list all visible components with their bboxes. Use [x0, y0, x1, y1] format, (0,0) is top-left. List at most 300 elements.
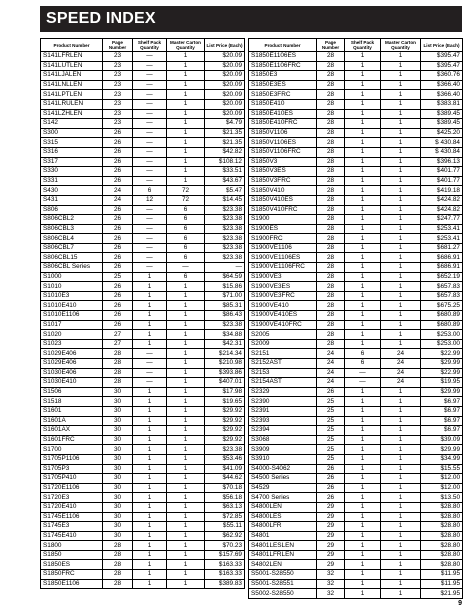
price-cell: $108.12: [205, 157, 245, 167]
shelf-qty-cell: 1: [133, 550, 167, 560]
product-cell: S1745E1106: [41, 512, 103, 522]
page-cell: 28: [317, 205, 345, 215]
shelf-qty-cell: 1: [345, 90, 381, 100]
product-cell: S1850E3: [249, 71, 317, 81]
page-cell: 28: [317, 282, 345, 292]
master-qty-cell: 6: [167, 243, 205, 253]
price-cell: $675.25: [421, 301, 463, 311]
shelf-qty-cell: —: [133, 359, 167, 369]
shelf-qty-cell: —: [133, 378, 167, 388]
shelf-qty-cell: —: [133, 167, 167, 177]
page-cell: 28: [317, 167, 345, 177]
price-cell: $21.95: [421, 589, 463, 599]
master-qty-cell: 1: [381, 157, 421, 167]
table-row: [249, 282, 463, 292]
shelf-qty-cell: —: [133, 61, 167, 71]
page-cell: 23: [103, 80, 133, 90]
shelf-qty-cell: 1: [345, 445, 381, 455]
shelf-qty-cell: 6: [345, 359, 381, 369]
page-cell: 30: [103, 483, 133, 493]
page-cell: 32: [317, 589, 345, 599]
page-cell: 29: [317, 512, 345, 522]
page-cell: 26: [103, 147, 133, 157]
header-product: Product Number: [249, 39, 317, 52]
page-cell: 29: [317, 560, 345, 570]
page-cell: 28: [103, 570, 133, 580]
price-cell: $20.09: [205, 90, 245, 100]
master-qty-cell: 1: [381, 71, 421, 81]
table-row: [249, 138, 463, 148]
page-cell: 26: [317, 493, 345, 503]
product-cell: S1850: [41, 550, 103, 560]
shelf-qty-cell: 1: [345, 291, 381, 301]
page-cell: 28: [317, 253, 345, 263]
table-row: [249, 186, 463, 196]
master-qty-cell: 1: [167, 119, 205, 129]
price-cell: $680.89: [421, 320, 463, 330]
table-row: [41, 119, 245, 129]
master-qty-cell: 1: [381, 52, 421, 62]
table-row: [249, 589, 463, 599]
table-row: [41, 311, 245, 321]
page-cell: 28: [317, 243, 345, 253]
shelf-qty-cell: —: [345, 368, 381, 378]
table-row: [249, 147, 463, 157]
master-qty-cell: 1: [381, 541, 421, 551]
price-cell: $11.95: [421, 579, 463, 589]
master-qty-cell: 1: [381, 291, 421, 301]
page-cell: 26: [103, 215, 133, 225]
page-cell: 29: [317, 502, 345, 512]
table-row: [41, 378, 245, 388]
page-cell: 28: [317, 320, 345, 330]
master-qty-cell: 6: [167, 215, 205, 225]
page-cell: 28: [317, 272, 345, 282]
table-row: [41, 138, 245, 148]
table-row: [41, 80, 245, 90]
product-cell: S1900VE1106ES: [249, 253, 317, 263]
price-cell: $23.38: [205, 445, 245, 455]
shelf-qty-cell: 1: [133, 435, 167, 445]
product-cell: S806: [41, 205, 103, 215]
shelf-qty-cell: 1: [133, 387, 167, 397]
shelf-qty-cell: 1: [345, 474, 381, 484]
table-row: [41, 387, 245, 397]
table-row: [41, 512, 245, 522]
price-cell: $13.50: [421, 493, 463, 503]
table-row: [41, 541, 245, 551]
page-cell: 30: [103, 464, 133, 474]
product-cell: S2394: [249, 426, 317, 436]
page-cell: 30: [103, 435, 133, 445]
master-qty-cell: 1: [167, 570, 205, 580]
price-cell: $15.86: [205, 282, 245, 292]
master-qty-cell: 6: [167, 272, 205, 282]
price-cell: $401.77: [421, 167, 463, 177]
page-cell: 28: [317, 61, 345, 71]
product-cell: S1850V3FRC: [249, 176, 317, 186]
shelf-qty-cell: 1: [345, 406, 381, 416]
shelf-qty-cell: 1: [345, 119, 381, 129]
master-qty-cell: 1: [167, 464, 205, 474]
price-cell: $29.99: [421, 445, 463, 455]
shelf-qty-cell: 1: [345, 80, 381, 90]
master-qty-cell: 72: [167, 195, 205, 205]
master-qty-cell: 1: [381, 253, 421, 263]
price-cell: $28.80: [421, 541, 463, 551]
product-cell: S317: [41, 157, 103, 167]
price-cell: $395.47: [421, 52, 463, 62]
master-qty-cell: 1: [381, 550, 421, 560]
page-cell: 30: [103, 502, 133, 512]
product-cell: S2393: [249, 416, 317, 426]
master-qty-cell: 1: [167, 560, 205, 570]
price-cell: $44.62: [205, 474, 245, 484]
product-cell: S4801LESLEN: [249, 541, 317, 551]
table-row: [41, 291, 245, 301]
shelf-qty-cell: 1: [133, 502, 167, 512]
shelf-qty-cell: 1: [345, 454, 381, 464]
price-cell: $396.13: [421, 157, 463, 167]
price-cell: $20.09: [205, 52, 245, 62]
table-row: [249, 330, 463, 340]
table-row: [41, 176, 245, 186]
price-cell: $4.79: [205, 119, 245, 129]
table-row: [41, 215, 245, 225]
page-cell: 28: [317, 157, 345, 167]
master-qty-cell: 1: [381, 224, 421, 234]
table-row: [249, 157, 463, 167]
price-cell: $393.86: [205, 368, 245, 378]
page-cell: 23: [103, 71, 133, 81]
shelf-qty-cell: 1: [345, 147, 381, 157]
master-qty-cell: 1: [381, 454, 421, 464]
master-qty-cell: 1: [167, 301, 205, 311]
table-row: [249, 387, 463, 397]
page-cell: 26: [103, 234, 133, 244]
product-cell: S1850V1106: [249, 128, 317, 138]
shelf-qty-cell: 1: [345, 253, 381, 263]
page-cell: 25: [317, 445, 345, 455]
shelf-qty-cell: 1: [345, 61, 381, 71]
shelf-qty-cell: 1: [133, 339, 167, 349]
master-qty-cell: 24: [381, 349, 421, 359]
product-cell: S1506: [41, 387, 103, 397]
shelf-qty-cell: —: [133, 368, 167, 378]
price-cell: $15.55: [421, 464, 463, 474]
master-qty-cell: 72: [167, 186, 205, 196]
price-cell: $6.97: [421, 426, 463, 436]
price-cell: $23.38: [205, 224, 245, 234]
table-header-row: [41, 39, 245, 52]
table-row: [41, 474, 245, 484]
header-price: List Price (Each): [205, 39, 245, 52]
price-cell: $11.95: [421, 570, 463, 580]
table-row: [41, 502, 245, 512]
table-row: [41, 339, 245, 349]
page-cell: 30: [103, 406, 133, 416]
shelf-qty-cell: 12: [133, 195, 167, 205]
master-qty-cell: 1: [167, 493, 205, 503]
shelf-qty-cell: 1: [133, 311, 167, 321]
master-qty-cell: 24: [381, 359, 421, 369]
table-row: [41, 349, 245, 359]
price-cell: $85.31: [205, 301, 245, 311]
product-cell: S141LUTLEN: [41, 61, 103, 71]
shelf-qty-cell: 1: [345, 138, 381, 148]
page-cell: 28: [317, 186, 345, 196]
master-qty-cell: 1: [167, 541, 205, 551]
master-qty-cell: 1: [167, 445, 205, 455]
price-cell: $12.00: [421, 474, 463, 484]
page-cell: 26: [103, 253, 133, 263]
shelf-qty-cell: —: [133, 147, 167, 157]
page-cell: 25: [317, 426, 345, 436]
table-row: [41, 359, 245, 369]
shelf-qty-cell: 1: [345, 71, 381, 81]
price-cell: $41.09: [205, 464, 245, 474]
master-qty-cell: 1: [167, 282, 205, 292]
shelf-qty-cell: —: [133, 215, 167, 225]
table-row: [249, 71, 463, 81]
master-qty-cell: 1: [381, 243, 421, 253]
table-row: [41, 243, 245, 253]
page-cell: 26: [103, 301, 133, 311]
price-cell: $163.33: [205, 560, 245, 570]
table-row: [249, 243, 463, 253]
page-cell: 28: [317, 71, 345, 81]
table-row: [249, 291, 463, 301]
product-cell: S1720E410: [41, 502, 103, 512]
product-cell: S1850V3ES: [249, 167, 317, 177]
product-cell: S4800LFR: [249, 522, 317, 532]
price-cell: $64.59: [205, 272, 245, 282]
page-cell: 28: [317, 234, 345, 244]
shelf-qty-cell: 1: [133, 406, 167, 416]
price-cell: $23.38: [205, 215, 245, 225]
shelf-qty-cell: —: [133, 263, 167, 273]
header-price: List Price (Each): [421, 39, 463, 52]
price-cell: $23.38: [205, 253, 245, 263]
table-row: [249, 80, 463, 90]
price-cell: $6.97: [421, 416, 463, 426]
shelf-qty-cell: —: [133, 157, 167, 167]
product-cell: S1850V3: [249, 157, 317, 167]
product-cell: S2391: [249, 406, 317, 416]
table-row: [41, 483, 245, 493]
master-qty-cell: 1: [167, 406, 205, 416]
page-cell: 25: [317, 406, 345, 416]
price-cell: $20.09: [205, 80, 245, 90]
table-row: [41, 205, 245, 215]
page-cell: 28: [317, 138, 345, 148]
master-qty-cell: 1: [167, 368, 205, 378]
table-row: [41, 493, 245, 503]
page-cell: 30: [103, 426, 133, 436]
shelf-qty-cell: 1: [133, 531, 167, 541]
page-cell: 28: [317, 99, 345, 109]
price-cell: $366.40: [421, 80, 463, 90]
master-qty-cell: 1: [167, 157, 205, 167]
price-cell: $63.13: [205, 502, 245, 512]
page-cell: 30: [103, 454, 133, 464]
price-cell: $55.11: [205, 522, 245, 532]
table-row: [249, 61, 463, 71]
price-cell: $425.20: [421, 128, 463, 138]
page-cell: 28: [103, 368, 133, 378]
shelf-qty-cell: 1: [345, 205, 381, 215]
product-cell: S1705P1106: [41, 454, 103, 464]
product-cell: S300: [41, 128, 103, 138]
page-cell: 23: [103, 90, 133, 100]
master-qty-cell: 1: [167, 502, 205, 512]
page-cell: 28: [103, 550, 133, 560]
shelf-qty-cell: 1: [345, 502, 381, 512]
page-cell: 23: [103, 109, 133, 119]
price-cell: $652.19: [421, 272, 463, 282]
product-cell: S1850E3ES: [249, 80, 317, 90]
page-cell: 24: [103, 195, 133, 205]
shelf-qty-cell: —: [133, 349, 167, 359]
price-cell: $34.88: [205, 330, 245, 340]
page-cell: 28: [317, 330, 345, 340]
page-cell: 28: [317, 147, 345, 157]
master-qty-cell: 1: [167, 512, 205, 522]
table-row: [249, 253, 463, 263]
product-cell: S2153: [249, 368, 317, 378]
master-qty-cell: 6: [167, 224, 205, 234]
price-cell: $395.47: [421, 61, 463, 71]
price-cell: $686.91: [421, 263, 463, 273]
table-row: [41, 263, 245, 273]
master-qty-cell: 1: [167, 109, 205, 119]
price-cell: $253.41: [421, 234, 463, 244]
master-qty-cell: 24: [381, 368, 421, 378]
price-cell: $53.46: [205, 454, 245, 464]
shelf-qty-cell: 1: [345, 330, 381, 340]
table-row: [249, 90, 463, 100]
page-cell: 24: [317, 349, 345, 359]
master-qty-cell: 6: [167, 234, 205, 244]
product-cell: S1900FRC: [249, 234, 317, 244]
header-product: Product Number: [41, 39, 103, 52]
page-cell: 32: [317, 579, 345, 589]
page-cell: 30: [103, 474, 133, 484]
page-cell: 28: [103, 349, 133, 359]
price-cell: $389.45: [421, 119, 463, 129]
price-cell: $253.00: [421, 339, 463, 349]
speed-index-table-right: [248, 38, 463, 599]
master-qty-cell: 1: [167, 387, 205, 397]
master-qty-cell: 1: [381, 311, 421, 321]
master-qty-cell: 1: [167, 291, 205, 301]
shelf-qty-cell: 1: [345, 282, 381, 292]
master-qty-cell: 1: [381, 147, 421, 157]
table-row: [41, 224, 245, 234]
page-cell: 28: [317, 291, 345, 301]
product-cell: S4801LFRLEN: [249, 550, 317, 560]
shelf-qty-cell: 1: [133, 282, 167, 292]
master-qty-cell: 1: [167, 99, 205, 109]
product-cell: S806CBL3: [41, 224, 103, 234]
price-cell: $20.09: [205, 99, 245, 109]
shelf-qty-cell: 1: [133, 570, 167, 580]
page-cell: 28: [103, 560, 133, 570]
price-cell: $247.77: [421, 215, 463, 225]
shelf-qty-cell: 1: [345, 560, 381, 570]
page-cell: 28: [103, 541, 133, 551]
master-qty-cell: 1: [167, 483, 205, 493]
table-row: [249, 502, 463, 512]
product-cell: S4000-S4062: [249, 464, 317, 474]
table-row: [41, 330, 245, 340]
master-qty-cell: 1: [381, 464, 421, 474]
product-cell: S1850ES: [41, 560, 103, 570]
shelf-qty-cell: —: [133, 138, 167, 148]
table-row: [41, 147, 245, 157]
master-qty-cell: 1: [167, 435, 205, 445]
master-qty-cell: 1: [167, 550, 205, 560]
table-row: [249, 359, 463, 369]
shelf-qty-cell: 1: [345, 272, 381, 282]
price-cell: $389.45: [421, 109, 463, 119]
master-qty-cell: 1: [381, 272, 421, 282]
shelf-qty-cell: 1: [133, 291, 167, 301]
table-row: [41, 128, 245, 138]
price-cell: $33.51: [205, 167, 245, 177]
product-cell: S1720E3: [41, 493, 103, 503]
shelf-qty-cell: 1: [345, 512, 381, 522]
master-qty-cell: 1: [167, 71, 205, 81]
product-cell: S1010E410: [41, 301, 103, 311]
price-cell: $62.92: [205, 531, 245, 541]
table-row: [249, 493, 463, 503]
page-title: SPEED INDEX: [40, 6, 462, 32]
page-cell: 25: [317, 454, 345, 464]
price-cell: $253.41: [421, 224, 463, 234]
master-qty-cell: 6: [167, 205, 205, 215]
shelf-qty-cell: 1: [133, 397, 167, 407]
table-row: [41, 368, 245, 378]
page-cell: 28: [317, 52, 345, 62]
table-row: [41, 157, 245, 167]
table-row: [249, 541, 463, 551]
shelf-qty-cell: 1: [345, 531, 381, 541]
price-cell: $29.92: [205, 416, 245, 426]
page-cell: 26: [103, 291, 133, 301]
master-qty-cell: 1: [381, 406, 421, 416]
master-qty-cell: 1: [167, 378, 205, 388]
price-cell: $70.18: [205, 483, 245, 493]
table-row: [41, 90, 245, 100]
page-cell: 25: [317, 416, 345, 426]
shelf-qty-cell: 1: [345, 435, 381, 445]
table-row: [249, 416, 463, 426]
product-cell: S2009: [249, 339, 317, 349]
master-qty-cell: 1: [381, 397, 421, 407]
master-qty-cell: 24: [381, 378, 421, 388]
page-cell: 27: [103, 339, 133, 349]
table-header-row: [249, 39, 463, 52]
shelf-qty-cell: 1: [345, 416, 381, 426]
table-row: [249, 474, 463, 484]
master-qty-cell: 1: [381, 531, 421, 541]
price-cell: $157.69: [205, 550, 245, 560]
shelf-qty-cell: —: [133, 109, 167, 119]
page-cell: 28: [317, 80, 345, 90]
master-qty-cell: 1: [381, 301, 421, 311]
product-cell: S1850V410FRC: [249, 205, 317, 215]
